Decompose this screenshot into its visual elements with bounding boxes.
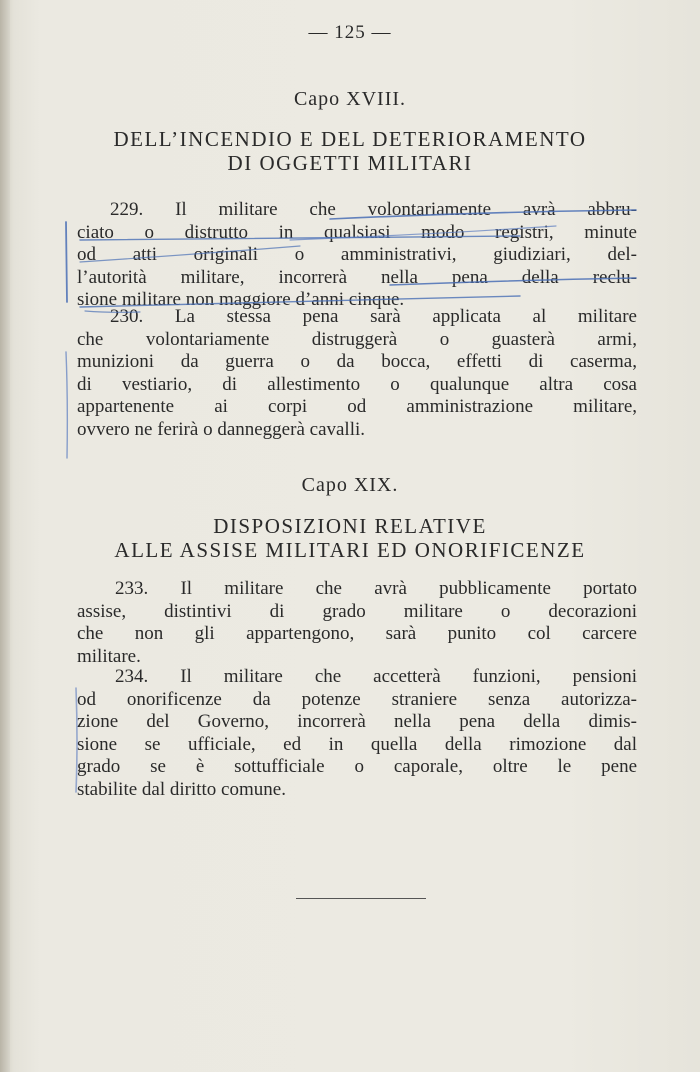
text-line: 234. Il militare che accetterà funzioni, pensioni — [115, 666, 637, 687]
text-line: munizioni da guerra o da bocca, effetti di caserma, — [77, 351, 637, 372]
text-line: sione militare non maggiore d’anni cinque. — [77, 289, 405, 310]
underline-mark — [80, 246, 300, 262]
text-line: di vestiario, di allestimento o qualunque altra cosa — [77, 373, 637, 395]
text-line: od onorificenze da potenze straniere senza autorizza- — [77, 688, 637, 710]
underline-mark — [290, 226, 556, 240]
text-line: ciato o distrutto in qualsiasi modo registri, minute — [77, 221, 637, 243]
text-line: 233. Il militare che avrà pubblicamente portato — [115, 578, 637, 599]
chapter-label-19: Capo XIX. — [301, 474, 399, 496]
underline-mark — [330, 210, 636, 219]
text-line: militare. — [77, 645, 141, 667]
text-line: grado se è sottufficiale o caporale, oltre le pene — [77, 756, 637, 777]
text-line: 229. Il militare che volontariamente avrà abbru- — [110, 199, 637, 220]
text-line: appartenente ai corpi od amministrazione militare, — [77, 396, 637, 417]
underline-mark — [80, 296, 520, 307]
text-line: sione se ufficiale, ed in quella della rimozione dal — [77, 733, 637, 755]
chapter-heading-line: DI OGGETTI MILITARI — [227, 151, 473, 175]
underline-mark — [390, 278, 636, 285]
page-number: — 125 — — [308, 22, 392, 43]
margin-bracket — [66, 222, 67, 302]
text-line: assise, distintivi di grado militare o decorazioni — [77, 600, 637, 622]
text-line: 230. La stessa pena sarà applicata al militare — [110, 306, 637, 327]
chapter-heading-line: DELL’INCENDIO E DEL DETERIORAMENTO — [113, 127, 587, 151]
text-line: zione del Governo, incorrerà nella pena della dimis- — [77, 711, 637, 732]
chapter-heading-line: DISPOSIZIONI RELATIVE — [213, 514, 487, 538]
text-line: ovvero ne ferirà o danneggerà cavalli. — [77, 418, 366, 440]
margin-bracket — [66, 352, 67, 458]
text-line: stabilite dal diritto comune. — [77, 778, 286, 800]
text-line: od atti originali o amministrativi, giudiziari, del- — [77, 244, 637, 265]
text-line: l’autorità militare, incorrerà nella pena della reclu- — [77, 266, 637, 288]
chapter-heading-line: ALLE ASSISE MILITARI ED ONORIFICENZE — [114, 538, 586, 562]
underline-mark — [85, 311, 140, 312]
text-line: che volontariamente distruggerà o guasterà armi, — [77, 328, 637, 350]
chapter-label-18: Capo XVIII. — [293, 88, 407, 110]
text-line: che non gli appartengono, sarà punito col carcere — [77, 623, 637, 644]
margin-bracket — [76, 688, 77, 792]
